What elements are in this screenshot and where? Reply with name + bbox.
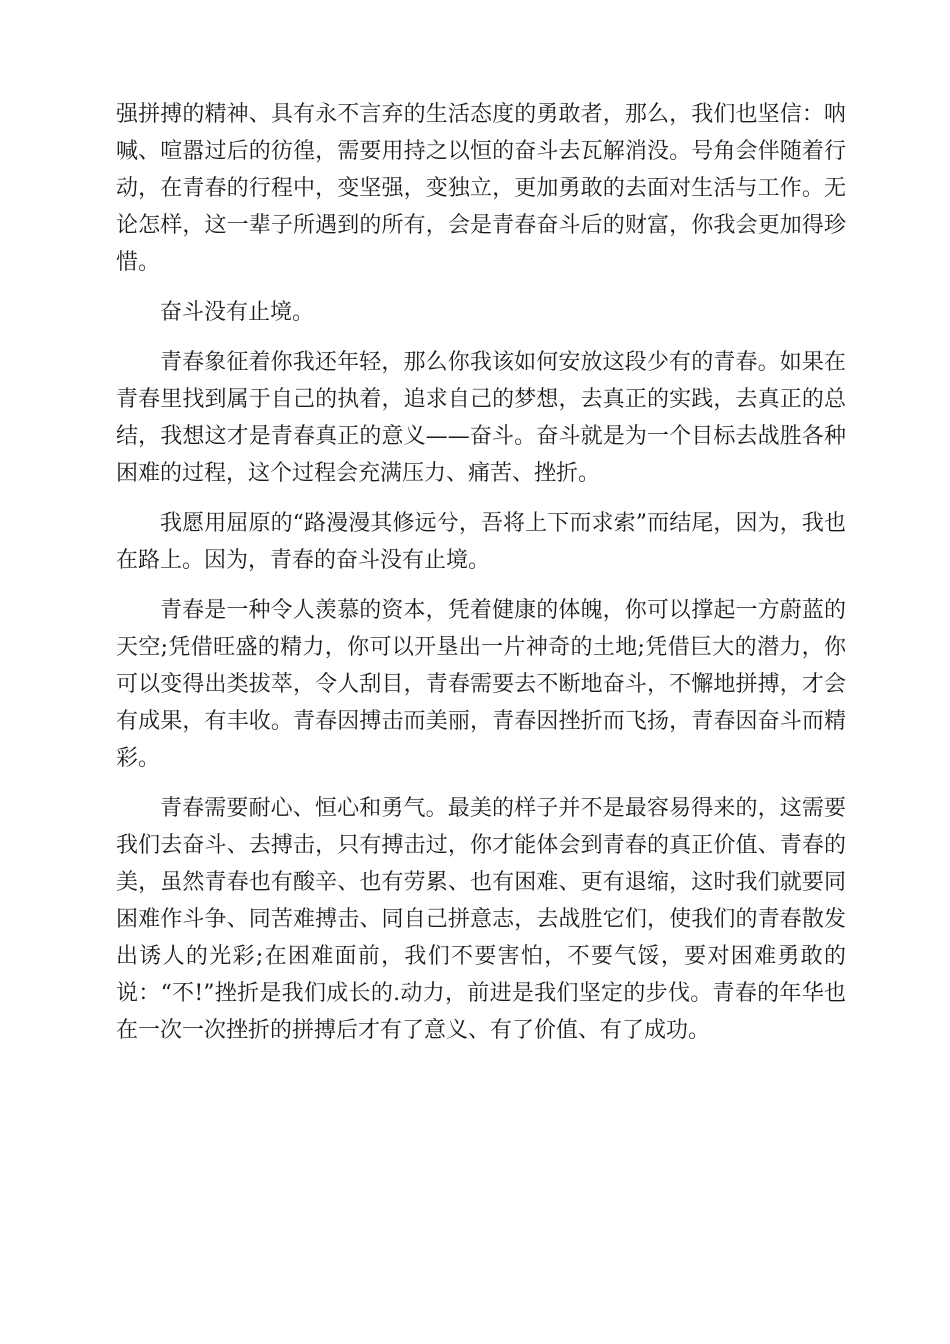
document-body xyxy=(116,96,846,1062)
paragraph: 青春是一种令人羡慕的资本，凭着健康的体魄，你可以撑起一方蔚蓝的天空;凭借旺盛的精力，你可以开垦出一片神奇的土地;凭借巨大的潜力，你可以变得出类拔萃，令人刮目，青春需要去不断地奋斗，不懈地拼搏，才会有成果，有丰收。青春因搏击而美丽，青春因挫折而飞扬，青春因奋斗而精彩。 xyxy=(116,598,846,771)
paragraph: 我愿用屈原的“路漫漫其修远兮，吾将上下而求索”而结尾，因为，我也在路上。因为，青春的奋斗没有止境。 xyxy=(116,511,846,573)
paragraph-continuation: 强拼搏的精神、具有永不言弃的生活态度的勇敢者，那么，我们也坚信：呐喊、喧嚣过后的彷徨，需要用持之以恒的奋斗去瓦解消没。号角会伴随着行动，在青春的行程中，变坚强，变独立，更加勇敢的去面对生活与工作。无论怎样，这一辈子所遇到的所有，会是青春奋斗后的财富，你我会更加得珍惜。 xyxy=(116,102,846,275)
paragraph: 青春象征着你我还年轻，那么你我该如何安放这段少有的青春。如果在青春里找到属于自己的执着，追求自己的梦想，去真正的实践，去真正的总结，我想这才是青春真正的意义——奋斗。奋斗就是为一个目标去战胜各种困难的过程，这个过程会充满压力、痛苦、挫折。 xyxy=(116,350,846,486)
paragraph: 青春需要耐心、恒心和勇气。最美的样子并不是最容易得来的，这需要我们去奋斗、去搏击，只有搏击过，你才能体会到青春的真正价值、青春的美，虽然青春也有酸辛、也有劳累、也有困难、更有退缩，这时我们就要同困难作斗争、同苦难搏击、同自己拼意志，去战胜它们，使我们的青春散发出诱人的光彩;在困难面前，我们不要害怕，不要气馁，要对困难勇敢的说：“不!”挫折是我们成长的.动力，前进是我们坚定的步伐。青春的年华也在一次一次挫折的拼搏后才有了意义、有了价值、有了成功。 xyxy=(116,796,846,1043)
paragraph-heading-line: 奋斗没有止境。 xyxy=(160,300,315,325)
